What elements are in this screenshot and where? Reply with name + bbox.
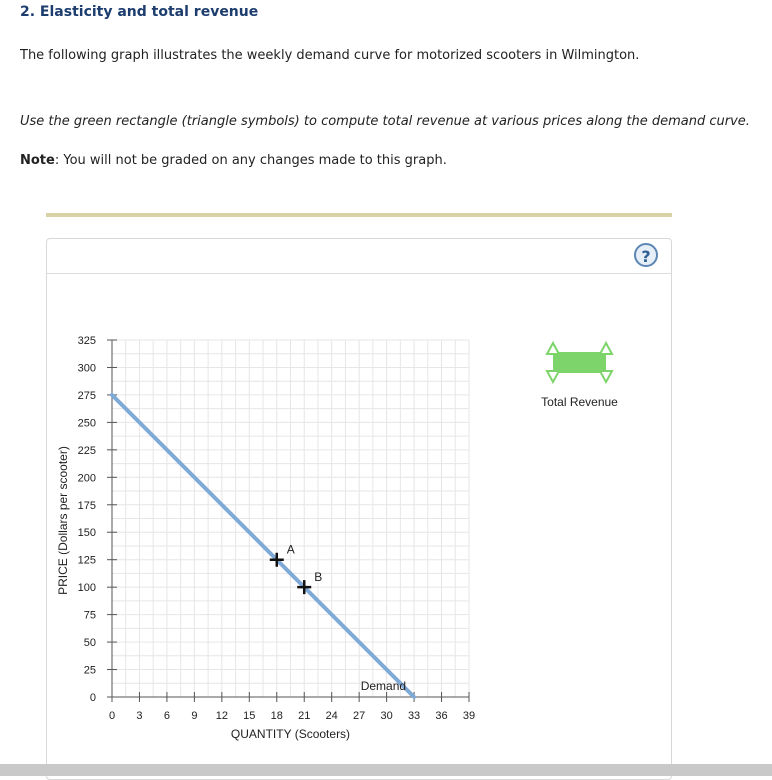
x-tick-label: 12 — [215, 710, 228, 722]
x-tick-label: 21 — [298, 710, 311, 722]
intro-text: The following graph illustrates the weekly demand curve for motorized scooters in Wilmington. — [20, 48, 640, 63]
x-tick-label: 3 — [136, 710, 143, 722]
y-tick-label: 0 — [89, 692, 96, 704]
total-revenue-label: Total Revenue — [541, 395, 618, 409]
total-revenue-triangle-icon[interactable] — [600, 371, 612, 382]
y-tick-label: 325 — [77, 335, 96, 347]
page-title: 2. Elasticity and total revenue — [20, 4, 259, 20]
x-axis-title: QUANTITY (Scooters) — [230, 727, 351, 741]
instruction-text: Use the green rectangle (triangle symbols) to compute total revenue at various prices along the demand curve. — [20, 114, 750, 129]
y-axis-title: PRICE (Dollars per scooter) — [56, 446, 70, 595]
note-body: : You will not be graded on any changes made to this graph. — [54, 153, 447, 168]
y-tick-label: 75 — [83, 609, 96, 622]
y-tick-label: 125 — [77, 554, 96, 567]
help-icon[interactable]: ? — [634, 243, 658, 267]
point-label-b: B — [314, 570, 323, 585]
x-tick-label: 18 — [270, 710, 283, 722]
x-tick-label: 6 — [163, 710, 170, 722]
y-tick-label: 50 — [83, 637, 96, 650]
window-bottom-bar — [0, 764, 772, 776]
x-tick-label: 0 — [108, 710, 116, 722]
y-tick-label: 100 — [77, 582, 96, 595]
note-label: Note — [20, 153, 55, 168]
x-tick-label: 24 — [325, 710, 338, 722]
x-tick-label: 39 — [462, 710, 476, 722]
total-revenue-triangle-icon[interactable] — [547, 343, 559, 354]
y-tick-label: 150 — [77, 527, 96, 540]
y-tick-label: 175 — [77, 499, 96, 512]
x-tick-label: 30 — [380, 710, 393, 722]
y-tick-label: 200 — [77, 472, 96, 485]
point-label-a: A — [286, 542, 295, 557]
y-tick-label: 250 — [77, 417, 96, 430]
total-revenue-tool-rect[interactable] — [553, 352, 606, 373]
y-tick-label: 275 — [77, 389, 96, 402]
y-tick-label: 300 — [77, 362, 96, 375]
y-tick-label: 225 — [77, 444, 96, 457]
total-revenue-triangle-icon[interactable] — [547, 371, 559, 382]
y-tick-label: 25 — [83, 664, 96, 677]
demand-curve-label: Demand — [360, 679, 407, 693]
x-tick-label: 9 — [191, 710, 198, 722]
total-revenue-triangle-icon[interactable] — [600, 343, 612, 354]
x-tick-label: 33 — [407, 710, 421, 722]
x-tick-label: 27 — [353, 710, 366, 722]
x-tick-label: 15 — [243, 710, 256, 722]
x-tick-label: 36 — [435, 710, 448, 722]
